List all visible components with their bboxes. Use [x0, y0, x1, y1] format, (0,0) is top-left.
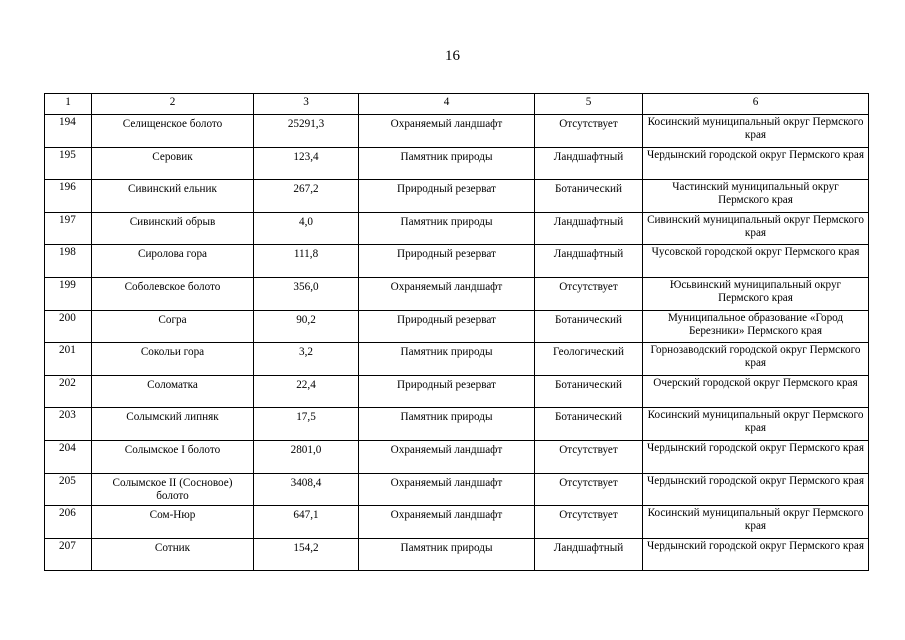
- cell-area-name: Солымское II (Сосновое) болото: [92, 473, 254, 506]
- cell-category: Природный резерват: [359, 180, 535, 213]
- table-row: [45, 310, 869, 343]
- table-row: [45, 408, 869, 441]
- cell-area-name: Сотник: [92, 538, 254, 571]
- cell-municipality: Очерский городской округ Пермского края: [643, 375, 869, 408]
- column-header-1: 1: [45, 94, 92, 115]
- cell-row-number: 207: [45, 538, 92, 571]
- cell-category: Охраняемый ландшафт: [359, 506, 535, 539]
- cell-area-size: 356,0: [254, 277, 359, 310]
- cell-profile: Отсутствует: [535, 115, 643, 148]
- cell-area-name: Селищенское болото: [92, 115, 254, 148]
- cell-row-number: 204: [45, 440, 92, 473]
- cell-area-name: Серовик: [92, 147, 254, 180]
- cell-profile: Ландшафтный: [535, 538, 643, 571]
- cell-profile: Геологический: [535, 343, 643, 376]
- cell-row-number: 194: [45, 115, 92, 148]
- cell-row-number: 196: [45, 180, 92, 213]
- cell-profile: Ботанический: [535, 408, 643, 441]
- cell-area-name: Сокольи гора: [92, 343, 254, 376]
- cell-municipality: Чердынский городской округ Пермского края: [643, 538, 869, 571]
- table-row: [45, 343, 869, 376]
- table-header-row: [45, 94, 869, 115]
- table-row: [45, 115, 869, 148]
- cell-row-number: 205: [45, 473, 92, 506]
- cell-category: Охраняемый ландшафт: [359, 440, 535, 473]
- cell-profile: Ботанический: [535, 375, 643, 408]
- cell-municipality: Косинский муниципальный округ Пермского края: [643, 115, 869, 148]
- cell-row-number: 195: [45, 147, 92, 180]
- protected-areas-table: [44, 93, 869, 571]
- cell-area-size: 267,2: [254, 180, 359, 213]
- cell-profile: Ландшафтный: [535, 212, 643, 245]
- column-header-5: 5: [535, 94, 643, 115]
- cell-area-name: Солымское I болото: [92, 440, 254, 473]
- table-row: [45, 212, 869, 245]
- cell-profile: Отсутствует: [535, 440, 643, 473]
- cell-area-name: Сивинский ельник: [92, 180, 254, 213]
- cell-municipality: Юсьвинский муниципальный округ Пермского края: [643, 277, 869, 310]
- cell-municipality: Чердынский городской округ Пермского края: [643, 440, 869, 473]
- cell-row-number: 202: [45, 375, 92, 408]
- cell-row-number: 197: [45, 212, 92, 245]
- table-row: [45, 375, 869, 408]
- cell-category: Памятник природы: [359, 538, 535, 571]
- cell-category: Природный резерват: [359, 245, 535, 278]
- page-number: 16: [445, 48, 460, 64]
- cell-area-size: 3408,4: [254, 473, 359, 506]
- cell-municipality: Чердынский городской округ Пермского края: [643, 147, 869, 180]
- cell-municipality: Чусовской городской округ Пермского края: [643, 245, 869, 278]
- table-row: [45, 538, 869, 571]
- table-row: [45, 180, 869, 213]
- cell-area-size: 90,2: [254, 310, 359, 343]
- cell-row-number: 203: [45, 408, 92, 441]
- cell-area-name: Согра: [92, 310, 254, 343]
- cell-area-size: 4,0: [254, 212, 359, 245]
- column-header-2: 2: [92, 94, 254, 115]
- cell-area-size: 25291,3: [254, 115, 359, 148]
- cell-municipality: Сивинский муниципальный округ Пермского края: [643, 212, 869, 245]
- table-row: [45, 473, 869, 506]
- cell-profile: Отсутствует: [535, 277, 643, 310]
- cell-category: Охраняемый ландшафт: [359, 277, 535, 310]
- cell-category: Охраняемый ландшафт: [359, 115, 535, 148]
- table-header: [45, 94, 869, 115]
- cell-municipality: Косинский муниципальный округ Пермского края: [643, 408, 869, 441]
- cell-row-number: 199: [45, 277, 92, 310]
- table-row: [45, 245, 869, 278]
- cell-area-size: 154,2: [254, 538, 359, 571]
- cell-category: Природный резерват: [359, 310, 535, 343]
- cell-category: Памятник природы: [359, 212, 535, 245]
- column-header-3: 3: [254, 94, 359, 115]
- cell-area-size: 647,1: [254, 506, 359, 539]
- cell-row-number: 200: [45, 310, 92, 343]
- cell-area-name: Сивинский обрыв: [92, 212, 254, 245]
- table-body: [45, 115, 869, 571]
- table-row: [45, 147, 869, 180]
- cell-municipality: Горнозаводский городской округ Пермского края: [643, 343, 869, 376]
- cell-area-size: 123,4: [254, 147, 359, 180]
- cell-profile: Отсутствует: [535, 473, 643, 506]
- table-row: [45, 277, 869, 310]
- cell-category: Природный резерват: [359, 375, 535, 408]
- cell-profile: Ландшафтный: [535, 245, 643, 278]
- cell-area-name: Сиролова гора: [92, 245, 254, 278]
- cell-profile: Ботанический: [535, 180, 643, 213]
- cell-category: Памятник природы: [359, 343, 535, 376]
- cell-row-number: 206: [45, 506, 92, 539]
- cell-area-size: 111,8: [254, 245, 359, 278]
- column-header-6: 6: [643, 94, 869, 115]
- cell-category: Памятник природы: [359, 408, 535, 441]
- cell-area-name: Сом-Нюр: [92, 506, 254, 539]
- cell-municipality: Муниципальное образование «Город Березники» Пермского края: [643, 310, 869, 343]
- cell-municipality: Частинский муниципальный округ Пермского края: [643, 180, 869, 213]
- cell-category: Памятник природы: [359, 147, 535, 180]
- cell-profile: Отсутствует: [535, 506, 643, 539]
- cell-area-size: 17,5: [254, 408, 359, 441]
- cell-row-number: 198: [45, 245, 92, 278]
- table-row: [45, 506, 869, 539]
- cell-profile: Ботанический: [535, 310, 643, 343]
- cell-municipality: Чердынский городской округ Пермского края: [643, 473, 869, 506]
- cell-area-size: 2801,0: [254, 440, 359, 473]
- cell-municipality: Косинский муниципальный округ Пермского края: [643, 506, 869, 539]
- cell-area-size: 3,2: [254, 343, 359, 376]
- cell-area-name: Соломатка: [92, 375, 254, 408]
- table-row: [45, 440, 869, 473]
- cell-row-number: 201: [45, 343, 92, 376]
- column-header-4: 4: [359, 94, 535, 115]
- cell-area-size: 22,4: [254, 375, 359, 408]
- cell-category: Охраняемый ландшафт: [359, 473, 535, 506]
- cell-area-name: Соболевское болото: [92, 277, 254, 310]
- cell-area-name: Солымский липняк: [92, 408, 254, 441]
- cell-profile: Ландшафтный: [535, 147, 643, 180]
